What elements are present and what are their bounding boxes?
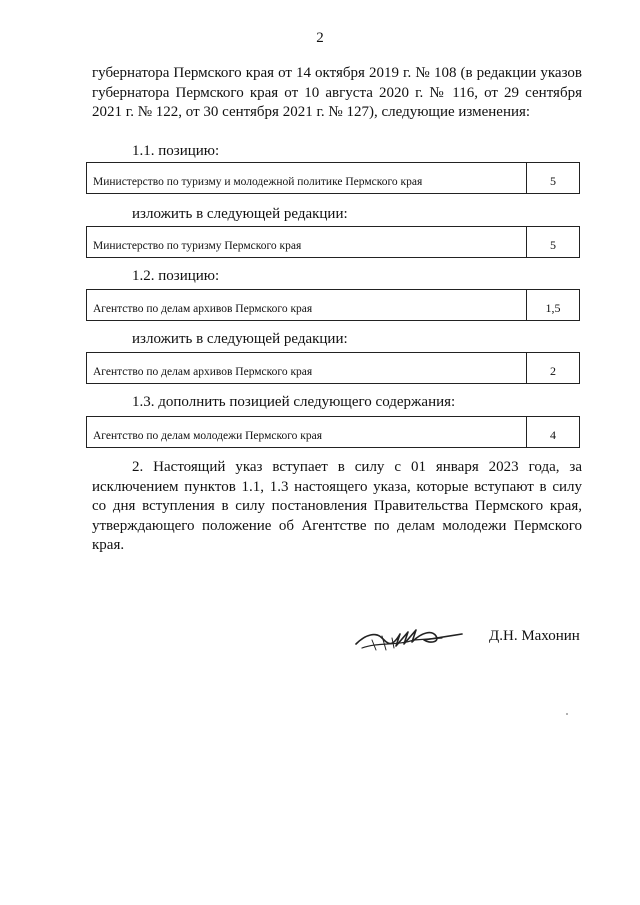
table-row-1-2-new (86, 352, 580, 384)
table-row-1-3 (86, 416, 580, 448)
page-number: 2 (316, 30, 324, 46)
closing-paragraph: 2. Настоящий указ вступает в силу с 01 января 2023 года, за исключением пунктов 1.1, 1.3 настоящего указа, которые вступают в силу со дня вступления в силу постановления Правительства Пермского края, утверждающего положение об Агентстве по делам молодежи Пермского края. (92, 459, 582, 553)
table-cell-name: Министерство по туризму и молодежной политике Пермского края (87, 163, 527, 193)
table-cell-value: 2 (550, 364, 556, 378)
table-cell-value: 5 (550, 174, 556, 188)
table-cell-value: 5 (550, 238, 556, 252)
table-row-1-2 (86, 289, 580, 321)
intro-paragraph: губернатора Пермского края от 14 октября 2019 г. № 108 (в редакции указов губернатора Пермского края от 10 августа 2020 г. № 116, от 29 сентября 2021 г. № 122, от 30 сентября 2021 г. № 127), следующие изменения: (92, 65, 582, 120)
item-1-2-new-label: изложить в следующей редакции: (132, 331, 348, 347)
item-1-2-label: 1.2. позицию: (132, 268, 220, 284)
item-1-1-new-label: изложить в следующей редакции: (132, 206, 348, 222)
scan-speck (566, 713, 568, 715)
table-row-1-1 (86, 162, 580, 194)
signer-name: Д.Н. Махонин (489, 628, 580, 644)
table-cell-name: Агентство по делам молодежи Пермского края (87, 417, 527, 447)
table-cell-value: 1,5 (545, 301, 561, 315)
table-cell-name: Министерство по туризму Пермского края (87, 227, 527, 257)
signature-graphic (352, 620, 464, 656)
table-cell-value: 4 (550, 428, 556, 442)
item-1-1-label: 1.1. позицию: (132, 143, 220, 159)
table-cell-name: Агентство по делам архивов Пермского края (87, 353, 527, 383)
table-row-1-1-new (86, 226, 580, 258)
table-cell-name: Агентство по делам архивов Пермского края (87, 290, 527, 320)
item-1-3-label: 1.3. дополнить позицией следующего содержания: (132, 394, 456, 410)
